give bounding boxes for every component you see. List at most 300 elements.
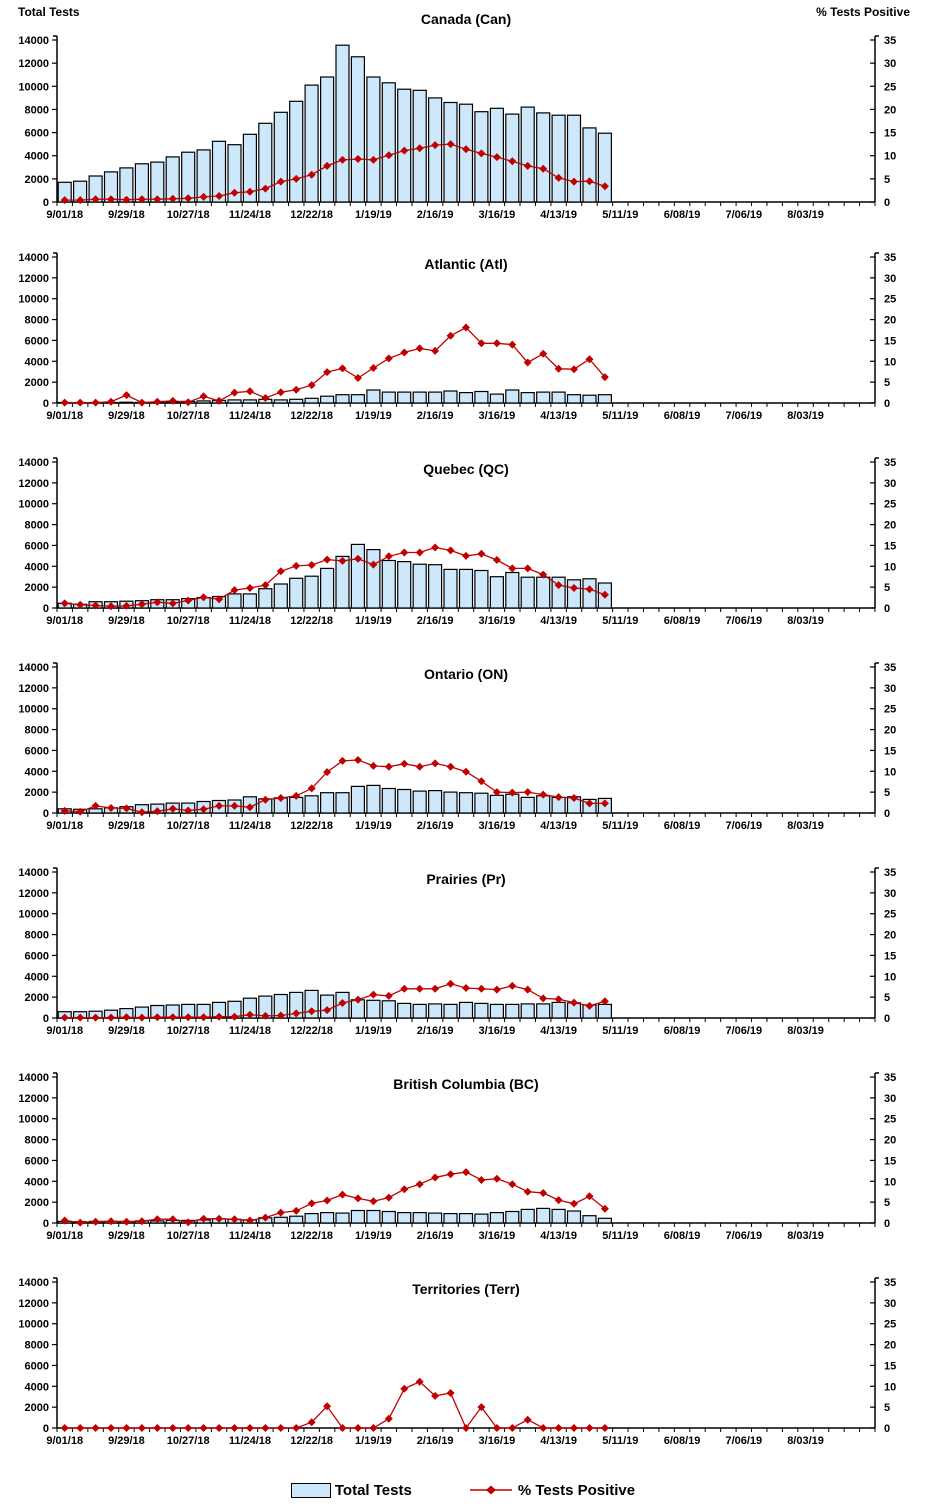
pct-positive-marker	[339, 1191, 347, 1199]
x-axis-tick-label: 5/11/19	[602, 820, 639, 832]
pct-positive-marker	[539, 1424, 547, 1432]
pct-positive-marker	[323, 556, 331, 564]
right-axis-tick-label: 5	[884, 173, 891, 186]
total-tests-bar	[351, 786, 364, 813]
pct-positive-marker	[524, 1416, 532, 1424]
right-axis-tick-label: 20	[884, 1339, 897, 1352]
pct-positive-marker	[261, 1424, 269, 1432]
chart-panel-territories	[0, 1266, 926, 1471]
total-tests-bars	[58, 45, 611, 202]
pct-positive-marker	[339, 1424, 347, 1432]
total-tests-bar	[398, 562, 411, 608]
total-tests-bar	[568, 1211, 581, 1223]
x-axis-tick-label: 1/19/19	[355, 820, 392, 832]
total-tests-bar	[537, 1004, 550, 1018]
total-tests-bar	[336, 1213, 349, 1223]
pct-positive-marker	[493, 339, 501, 347]
x-axis-tick-label: 7/06/19	[725, 1230, 763, 1242]
pct-positive-marker	[400, 985, 408, 993]
right-axis-tick-label: 20	[884, 724, 897, 737]
chart-title: Atlantic (Atl)	[424, 256, 508, 272]
pct-positive-marker	[447, 1389, 455, 1397]
right-axis-tick-label: 0	[884, 808, 891, 820]
total-tests-bar	[460, 569, 473, 608]
total-tests-bar	[506, 390, 519, 403]
total-tests-bar	[259, 589, 272, 608]
chart-svg	[0, 446, 926, 646]
total-tests-bar	[305, 796, 318, 813]
right-axis-tick-label: 35	[884, 457, 897, 469]
pct-positive-marker	[292, 386, 300, 394]
left-axis-tick-label: 10000	[18, 498, 49, 511]
x-axis-tick-label: 11/24/18	[228, 410, 272, 422]
pct-positive-marker	[493, 556, 501, 564]
pct-positive-marker	[385, 1415, 393, 1423]
x-axis-tick-label: 11/24/18	[228, 1435, 272, 1447]
total-tests-bar	[552, 1209, 565, 1223]
pct-positive-marker	[153, 398, 161, 406]
total-tests-bar	[598, 1004, 611, 1018]
right-axis-tick-label: 10	[884, 356, 897, 369]
left-axis-title: Total Tests	[18, 5, 80, 19]
total-tests-bar	[506, 794, 519, 813]
left-axis-tick-label: 12000	[18, 887, 49, 900]
left-axis-tick-label: 2000	[24, 992, 49, 1005]
x-axis-tick-label: 10/27/18	[166, 1025, 210, 1037]
right-axis-tick-label: 0	[884, 603, 891, 615]
left-axis-tick-label: 2000	[24, 582, 49, 595]
right-axis-tick-label: 35	[884, 867, 897, 879]
total-tests-bar	[351, 57, 364, 202]
total-tests-bar	[460, 1002, 473, 1018]
pct-positive-marker	[539, 1189, 547, 1197]
total-tests-bar	[521, 1209, 534, 1223]
pct-positive-marker	[169, 1424, 177, 1432]
x-axis-tick-label: 7/06/19	[725, 1025, 763, 1037]
left-axis-tick-label: 12000	[18, 477, 49, 490]
right-axis-tick-label: 5	[884, 1402, 891, 1415]
total-tests-bar	[305, 1214, 318, 1223]
right-axis-tick-label: 30	[884, 1092, 897, 1105]
total-tests-bar	[568, 115, 581, 202]
pct-positive-marker	[231, 586, 239, 594]
total-tests-bar	[583, 395, 596, 403]
total-tests-bar	[460, 793, 473, 813]
pct-positive-marker	[107, 1424, 115, 1432]
legend-item-total-tests	[291, 1482, 412, 1499]
right-axis-tick-label: 5	[884, 582, 891, 595]
x-axis-tick-label: 1/19/19	[355, 1230, 392, 1242]
left-axis-tick-label: 12000	[18, 1092, 49, 1105]
x-axis-tick-label: 6/08/19	[663, 209, 701, 221]
total-tests-bar	[413, 1213, 426, 1223]
left-axis-tick-label: 4000	[24, 150, 49, 163]
x-axis-tick-label: 8/03/19	[787, 1230, 824, 1242]
pct-positive-marker	[292, 1424, 300, 1432]
total-tests-bar	[290, 578, 303, 608]
x-axis-tick-label: 6/08/19	[663, 410, 701, 422]
total-tests-bar	[444, 103, 457, 203]
chart-legend	[0, 1471, 926, 1509]
right-axis-tick-label: 15	[884, 950, 897, 963]
x-axis-tick-label: 6/08/19	[663, 1230, 701, 1242]
x-axis-tick-label: 9/01/18	[46, 410, 84, 422]
left-axis-tick-label: 2000	[24, 377, 49, 390]
chart-svg	[0, 241, 926, 441]
x-axis-tick-label: 2/16/19	[416, 1230, 454, 1242]
chart-svg	[0, 1061, 926, 1261]
pct-positive-marker	[539, 994, 547, 1002]
total-tests-bar	[537, 113, 550, 202]
legend-label-total-tests: Total Tests	[334, 1481, 412, 1499]
total-tests-bar	[460, 393, 473, 403]
left-axis-tick-label: 2000	[24, 1197, 49, 1210]
right-axis-tick-label: 15	[884, 1360, 897, 1373]
pct-positive-marker	[308, 1199, 316, 1207]
left-axis-tick-label: 8000	[24, 1134, 49, 1147]
left-axis-tick-label: 0	[42, 603, 49, 615]
left-axis-tick-label: 14000	[18, 252, 49, 264]
pct-positive-marker	[416, 1180, 424, 1188]
right-axis-tick-label: 5	[884, 992, 891, 1005]
x-axis-tick-label: 1/19/19	[355, 209, 392, 221]
pct-positive-marker	[570, 1424, 578, 1432]
total-tests-bar	[413, 1004, 426, 1018]
pct-positive-marker	[601, 1424, 609, 1432]
pct-positive-marker	[138, 399, 146, 407]
x-axis-tick-label: 3/16/19	[478, 1230, 516, 1242]
pct-positive-marker	[447, 763, 455, 771]
right-axis-title: % Tests Positive	[816, 5, 910, 19]
pct-positive-marker	[400, 1385, 408, 1393]
total-tests-bar	[382, 561, 395, 609]
pct-positive-marker	[61, 1424, 69, 1432]
left-axis-tick-label: 10000	[18, 703, 49, 716]
x-axis-tick-label: 4/13/19	[540, 615, 577, 627]
x-axis-tick-label: 9/01/18	[46, 1025, 84, 1037]
pct-positive-marker	[61, 399, 69, 407]
right-axis-tick-label: 35	[884, 252, 897, 264]
pct-positive-marker	[76, 399, 84, 407]
left-axis-tick-label: 8000	[24, 314, 49, 327]
pct-positive-marker	[292, 1207, 300, 1215]
chart-panel-atlantic	[0, 241, 926, 446]
legend-item-pct-positive	[468, 1482, 635, 1499]
x-axis-tick-label: 9/29/18	[108, 820, 145, 832]
total-tests-bar	[552, 115, 565, 202]
pct-positive-marker	[354, 374, 362, 382]
left-axis-tick-label: 10000	[18, 908, 49, 921]
x-axis-tick-label: 5/11/19	[602, 1435, 639, 1447]
chart-svg	[0, 0, 926, 236]
pct-positive-marker	[477, 550, 485, 558]
total-tests-bar	[583, 128, 596, 202]
x-axis-tick-label: 7/06/19	[725, 410, 763, 422]
left-axis-tick-label: 4000	[24, 766, 49, 779]
chart-svg	[0, 651, 926, 851]
x-axis-tick-label: 8/03/19	[787, 615, 824, 627]
left-axis-tick-label: 14000	[18, 867, 49, 879]
right-axis-tick-label: 30	[884, 272, 897, 285]
total-tests-bar	[228, 594, 241, 608]
right-axis-tick-label: 15	[884, 1155, 897, 1168]
x-axis-tick-label: 10/27/18	[166, 615, 210, 627]
right-axis-tick-label: 10	[884, 766, 897, 779]
pct-positive-marker	[369, 364, 377, 372]
left-axis-tick-label: 4000	[24, 561, 49, 574]
right-axis-tick-label: 20	[884, 519, 897, 532]
pct-positive-marker	[570, 1200, 578, 1208]
pct-positive-marker	[555, 1196, 563, 1204]
pct-positive-marker	[138, 1217, 146, 1225]
x-axis-tick-label: 2/16/19	[416, 410, 454, 422]
right-axis-tick-label: 0	[884, 1013, 891, 1025]
pct-positive-marker	[246, 387, 254, 395]
right-axis-tick-label: 30	[884, 887, 897, 900]
total-tests-bar	[475, 1003, 488, 1018]
total-tests-bar	[398, 89, 411, 202]
x-axis-tick-label: 9/29/18	[108, 1230, 145, 1242]
pct-positive-marker	[369, 991, 377, 999]
x-axis-tick-label: 4/13/19	[540, 820, 577, 832]
x-axis-tick-label: 1/19/19	[355, 1025, 392, 1037]
x-axis-tick-label: 5/11/19	[602, 209, 639, 221]
x-axis-tick-label: 3/16/19	[478, 1435, 516, 1447]
total-tests-bar	[506, 1212, 519, 1224]
total-tests-bar	[521, 577, 534, 608]
pct-positive-marker	[153, 1424, 161, 1432]
total-tests-bar	[490, 795, 503, 813]
pct-positive-marker	[231, 389, 239, 397]
x-axis-tick-label: 9/01/18	[46, 1435, 84, 1447]
x-axis-tick-label: 10/27/18	[166, 1230, 210, 1242]
x-axis-tick-label: 3/16/19	[478, 820, 516, 832]
total-tests-bar	[398, 1213, 411, 1223]
total-tests-bar	[444, 1214, 457, 1223]
total-tests-bar	[290, 399, 303, 403]
total-tests-bar	[444, 391, 457, 403]
right-axis-tick-label: 15	[884, 745, 897, 758]
x-axis-tick-label: 1/19/19	[355, 1435, 392, 1447]
left-axis-tick-label: 0	[42, 1013, 49, 1025]
x-axis-tick-label: 11/24/18	[228, 820, 272, 832]
pct-positive-marker	[354, 1194, 362, 1202]
chart-svg	[0, 1266, 926, 1466]
chart-panel-quebec	[0, 446, 926, 651]
x-axis-tick-label: 3/16/19	[478, 1025, 516, 1037]
total-tests-bar	[413, 791, 426, 813]
pct-positive-marker	[246, 1424, 254, 1432]
x-axis-tick-label: 1/19/19	[355, 410, 392, 422]
pct-positive-marker	[339, 364, 347, 372]
total-tests-bar	[398, 392, 411, 403]
pct-positive-marker	[184, 1218, 192, 1226]
total-tests-bar	[475, 793, 488, 813]
x-axis-tick-label: 3/16/19	[478, 615, 516, 627]
pct-positive-line	[65, 328, 605, 403]
pct-positive-marker	[508, 564, 516, 572]
right-axis-tick-label: 20	[884, 314, 897, 327]
total-tests-bar	[351, 544, 364, 608]
chart-panel-british-columbia	[0, 1061, 926, 1266]
pct-positive-marker	[354, 1424, 362, 1432]
x-axis-tick-label: 4/13/19	[540, 1435, 577, 1447]
total-tests-bar	[521, 797, 534, 813]
pct-positive-marker	[200, 392, 208, 400]
right-axis-tick-label: 30	[884, 682, 897, 695]
x-axis-tick-label: 6/08/19	[663, 1435, 701, 1447]
x-axis-tick-label: 9/29/18	[108, 1435, 145, 1447]
left-axis-tick-label: 12000	[18, 1297, 49, 1310]
pct-positive-marker	[416, 985, 424, 993]
total-tests-bar	[197, 401, 210, 403]
chart-title: Territories (Terr)	[412, 1281, 520, 1297]
pct-positive-marker	[385, 354, 393, 362]
total-tests-bar	[429, 1213, 442, 1223]
x-axis-tick-label: 5/11/19	[602, 1025, 639, 1037]
x-axis-tick-label: 6/08/19	[663, 615, 701, 627]
pct-positive-marker	[416, 344, 424, 352]
total-tests-bar	[552, 1002, 565, 1018]
total-tests-bar	[243, 594, 256, 608]
total-tests-bar	[444, 1004, 457, 1018]
pct-positive-marker	[215, 1424, 223, 1432]
legend-label-pct-positive: % Tests Positive	[517, 1481, 636, 1499]
total-tests-bars	[58, 544, 611, 608]
pct-positive-marker	[508, 1180, 516, 1188]
chart-panel-ontario	[0, 651, 926, 856]
x-axis-tick-label: 8/03/19	[787, 410, 824, 422]
total-tests-bar	[305, 576, 318, 608]
x-axis-tick-label: 4/13/19	[540, 1025, 577, 1037]
total-tests-bar	[598, 395, 611, 403]
pct-positive-marker	[123, 391, 131, 399]
x-axis-tick-label: 12/22/18	[290, 1230, 334, 1242]
x-axis-tick-label: 10/27/18	[166, 820, 210, 832]
pct-positive-marker	[508, 982, 516, 990]
total-tests-bar	[537, 577, 550, 608]
total-tests-bar	[460, 1214, 473, 1223]
chart-svg	[0, 856, 926, 1056]
left-axis-tick-label: 2000	[24, 173, 49, 186]
left-axis-tick-label: 6000	[24, 335, 49, 348]
pct-positive-marker	[138, 1424, 146, 1432]
x-axis-tick-label: 5/11/19	[602, 615, 639, 627]
left-axis-tick-label: 6000	[24, 745, 49, 758]
pct-positive-marker	[493, 986, 501, 994]
pct-positive-marker	[524, 1188, 532, 1196]
total-tests-bar	[598, 133, 611, 202]
x-axis-tick-label: 7/06/19	[725, 820, 763, 832]
left-axis-tick-label: 14000	[18, 457, 49, 469]
left-axis-tick-label: 0	[42, 197, 49, 209]
right-axis-tick-label: 5	[884, 1197, 891, 1210]
chart-panel-prairies	[0, 856, 926, 1061]
pct-positive-marker	[107, 398, 115, 406]
pct-positive-marker	[184, 398, 192, 406]
total-tests-bar	[598, 1218, 611, 1223]
left-axis-tick-label: 6000	[24, 950, 49, 963]
pct-positive-marker	[92, 1218, 100, 1226]
pct-positive-line-icon	[468, 1483, 514, 1497]
pct-positive-marker	[246, 584, 254, 592]
left-axis-tick-label: 2000	[24, 787, 49, 800]
total-tests-bars	[58, 990, 611, 1018]
right-axis-tick-label: 25	[884, 498, 897, 511]
total-tests-bar	[490, 1004, 503, 1018]
x-axis-tick-label: 3/16/19	[478, 209, 516, 221]
total-tests-bar	[429, 565, 442, 608]
pct-positive-marker	[400, 760, 408, 768]
pct-positive-marker	[308, 561, 316, 569]
right-axis-tick-label: 0	[884, 398, 891, 410]
x-axis-tick-label: 9/01/18	[46, 209, 84, 221]
x-axis-tick-label: 5/11/19	[602, 1230, 639, 1242]
pct-positive-marker	[400, 549, 408, 557]
right-axis-tick-label: 25	[884, 293, 897, 306]
pct-positive-marker	[431, 759, 439, 767]
total-tests-bar	[429, 98, 442, 202]
total-tests-bar	[382, 789, 395, 814]
x-axis-tick-label: 9/29/18	[108, 410, 145, 422]
total-tests-bar	[444, 792, 457, 813]
right-axis-tick-label: 30	[884, 1297, 897, 1310]
total-tests-bar	[521, 393, 534, 403]
chart-title: Quebec (QC)	[423, 461, 509, 477]
pct-positive-marker	[385, 552, 393, 560]
right-axis-tick-label: 20	[884, 104, 897, 117]
right-axis-tick-label: 5	[884, 377, 891, 390]
pct-positive-marker	[369, 1197, 377, 1205]
pct-positive-marker	[385, 763, 393, 771]
pct-positive-marker	[200, 1424, 208, 1432]
total-tests-bar	[321, 77, 334, 202]
left-axis-tick-label: 4000	[24, 356, 49, 369]
pct-positive-marker	[477, 985, 485, 993]
x-axis-tick-label: 9/29/18	[108, 209, 145, 221]
chart-panel-canada	[0, 0, 926, 241]
right-axis-tick-label: 0	[884, 1423, 891, 1435]
total-tests-bar	[398, 790, 411, 814]
right-axis-tick-label: 15	[884, 127, 897, 140]
pct-positive-marker	[416, 763, 424, 771]
right-axis-tick-label: 20	[884, 929, 897, 942]
x-axis-tick-label: 10/27/18	[166, 209, 210, 221]
pct-positive-marker	[555, 1424, 563, 1432]
right-axis-tick-label: 10	[884, 1176, 897, 1189]
pct-positive-marker	[462, 1168, 470, 1176]
total-tests-bar	[274, 400, 287, 403]
left-axis-tick-label: 4000	[24, 1176, 49, 1189]
total-tests-bar	[537, 1208, 550, 1223]
pct-positive-marker	[477, 777, 485, 785]
left-axis-tick-label: 14000	[18, 1072, 49, 1084]
total-tests-bar	[490, 577, 503, 608]
total-tests-bar	[336, 45, 349, 202]
x-axis-tick-label: 4/13/19	[540, 209, 577, 221]
pct-positive-marker	[586, 1424, 594, 1432]
x-axis-tick-label: 10/27/18	[166, 410, 210, 422]
left-axis-tick-label: 8000	[24, 104, 49, 117]
left-axis-tick-label: 0	[42, 1218, 49, 1230]
x-axis-tick-label: 7/06/19	[725, 1435, 763, 1447]
left-axis-tick-label: 8000	[24, 929, 49, 942]
pct-positive-marker	[431, 985, 439, 993]
x-axis-tick-label: 8/03/19	[787, 820, 824, 832]
left-axis-tick-label: 4000	[24, 1381, 49, 1394]
pct-positive-marker	[92, 1424, 100, 1432]
left-axis-tick-label: 2000	[24, 1402, 49, 1415]
